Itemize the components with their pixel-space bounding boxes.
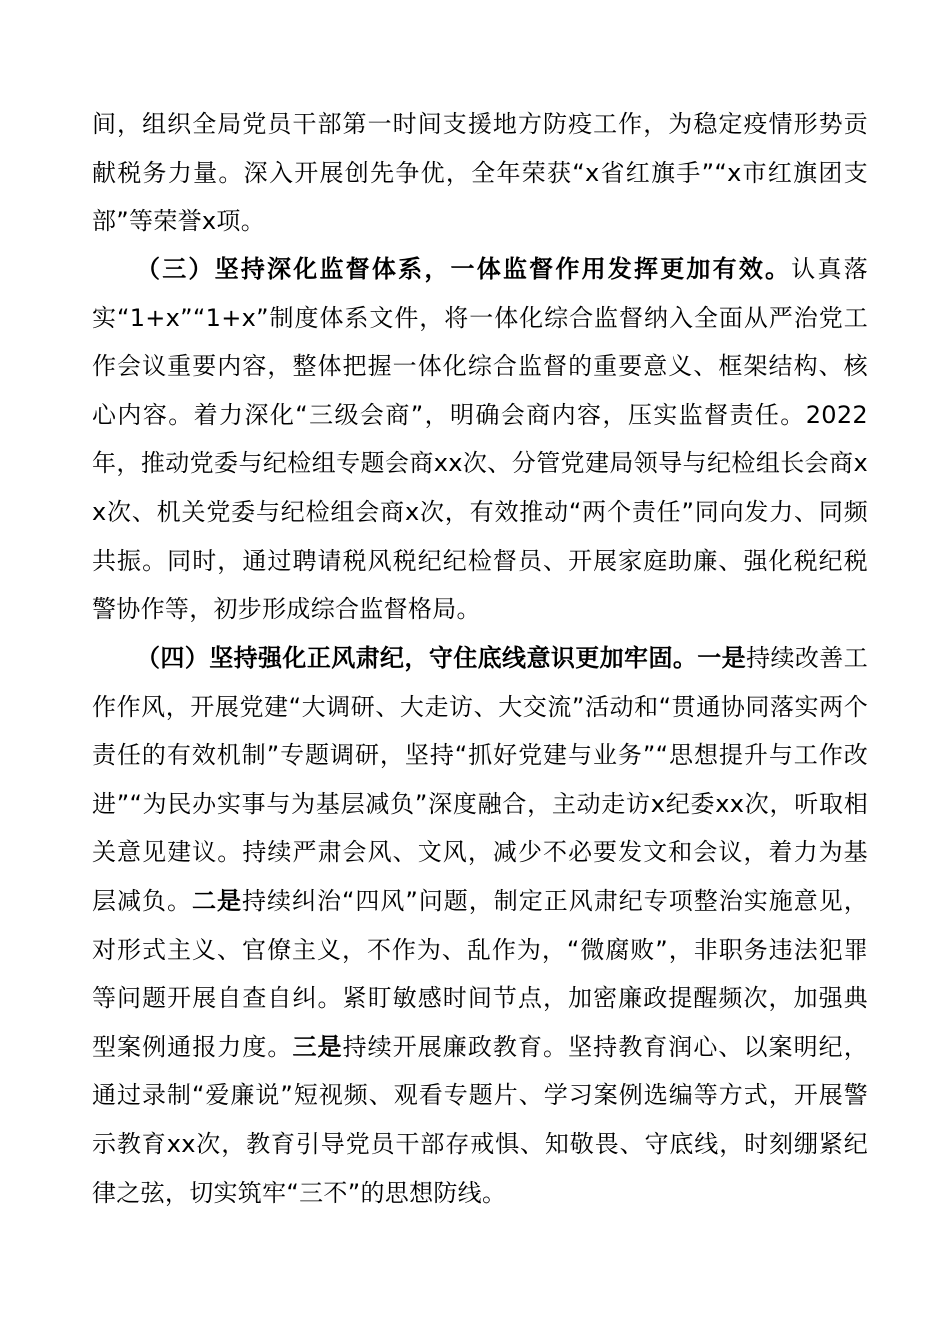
paragraph-text: 持续改善工作作风，开展党建“大调研、大走访、大交流”活动和“贯通协同落实两个责任的有效机制”专题调研，坚持“抓好党建与业务”“思想提升与工作改进”“为民办实事与为基层减负”深度融合，主动走访x纪委xx次，听取相关意见建议。持续严肃会风、文风，减少不必要发文和会议，着力为基层减负。: [92, 644, 868, 915]
section-heading: （三）坚持深化监督体系，一体监督作用发挥更加有效。: [136, 255, 792, 283]
section-heading: （四）坚持强化正风肃纪，守住底线意识更加牢固。: [136, 644, 698, 672]
paragraph-text: 间，组织全局党员干部第一时间支援地方防疫工作，为稳定疫情形势贡献税务力量。深入开展创先争优，全年荣获“x省红旗手”“x市红旗团支部”等荣誉x项。: [92, 110, 868, 236]
paragraph-text: 持续开展廉政教育。坚持教育润心、以案明纪，通过录制“爱廉说”短视频、观看专题片、学习案例选编等方式，开展警示教育xx次，教育引导党员干部存戒惧、知敬畏、守底线，时刻绷紧纪律之弦，切实筑牢“三不”的思想防线。: [92, 1032, 868, 1207]
lead-term-1: 一是: [697, 644, 747, 672]
paragraph-text: 持续纠治“四风”问题，制定正风肃纪专项整治实施意见，对形式主义、官僚主义，不作为、乱作为，“微腐败”，非职务违法犯罪等问题开展自查自纠。紧盯敏感时间节点，加密廉政提醒频次，加强典型案例通报力度。: [92, 886, 869, 1061]
paragraph-section-4: [92, 634, 868, 1217]
paragraph-text: 认真落实“1+x”“1+x”制度体系文件，将一体化综合监督纳入全面从严治党工作会议重要内容，整体把握一体化综合监督的重要意义、框架结构、核心内容。着力深化“三级会商”，明确会商内容，压实监督责任。2022年，推动党委与纪检组专题会商xx次、分管党建局领导与纪检组长会商xx次、机关党委与纪检组会商x次，有效推动“两个责任”同向发力、同频共振。同时，通过聘请税风税纪纪检督员、开展家庭助廉、强化税纪税警协作等，初步形成综合监督格局。: [92, 255, 869, 624]
paragraph-continuation: [92, 100, 868, 246]
paragraph-section-3: [92, 245, 868, 634]
lead-term-3: 三是: [292, 1032, 343, 1061]
lead-term-2: 二是: [191, 886, 242, 915]
